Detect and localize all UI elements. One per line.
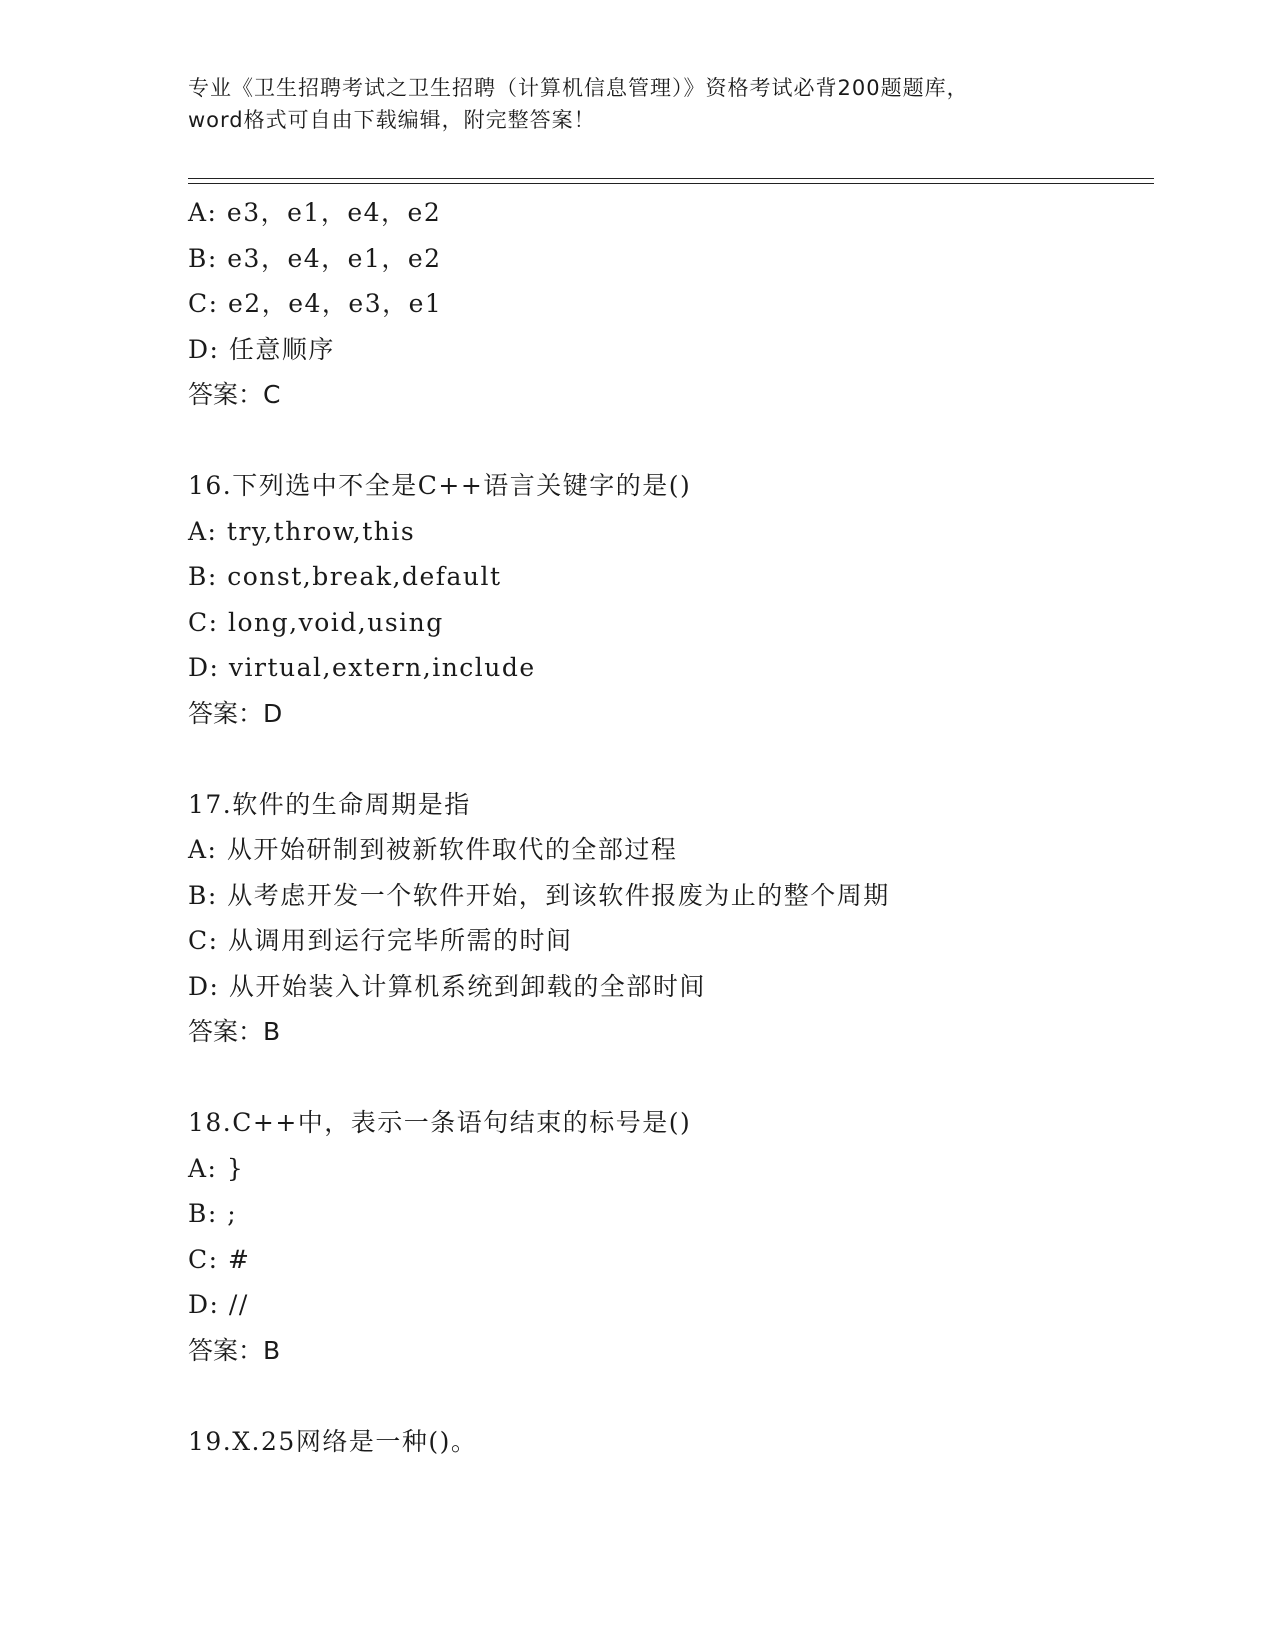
header-divider-top	[188, 178, 1154, 179]
answer-label: 答案：	[188, 1335, 264, 1365]
option-d: D: 从开始装入计算机系统到卸载的全部时间	[188, 971, 706, 1001]
question-text: 18.C++中，表示一条语句结束的标号是()	[188, 1108, 692, 1137]
question-19	[188, 1419, 1188, 1465]
option-c: C: 从调用到运行完毕所需的时间	[188, 926, 573, 955]
header-divider-bottom	[188, 183, 1154, 184]
question-15-tail	[188, 190, 1188, 418]
answer-label: 答案：	[188, 698, 264, 728]
question-list	[188, 190, 1188, 1464]
option-d: D: //	[188, 1290, 249, 1319]
question-text: 17.软件的生命周期是指	[188, 789, 471, 819]
option-a: A: e3，e1，e4，e2	[188, 198, 442, 227]
answer-value: B	[263, 1335, 281, 1365]
question-16	[188, 463, 1188, 736]
option-c: C: #	[188, 1244, 251, 1274]
option-d: D: 任意顺序	[188, 334, 335, 364]
answer-value: D	[263, 698, 283, 728]
option-b: B: 从考虑开发一个软件开始，到该软件报废为止的整个周期	[188, 880, 890, 910]
spacer	[188, 418, 1188, 464]
answer-line	[188, 1328, 1188, 1374]
spacer	[188, 1055, 1188, 1101]
answer-line	[188, 372, 1188, 418]
option-a: A: try,throw,this	[188, 516, 416, 546]
option-c: C: e2，e4，e3，e1	[188, 289, 443, 318]
option-b: B: const,break,default	[188, 562, 502, 591]
answer-line	[188, 1009, 1188, 1055]
question-18	[188, 1100, 1188, 1373]
option-b: B: ;	[188, 1199, 238, 1228]
answer-value: B	[263, 1017, 281, 1046]
option-a: A: }	[188, 1153, 245, 1183]
answer-value: C	[263, 380, 281, 409]
question-text: 19.X.25网络是一种()。	[188, 1426, 478, 1456]
answer-label: 答案：	[188, 1017, 264, 1046]
document-header	[188, 72, 1088, 136]
question-17	[188, 782, 1188, 1055]
question-text: 16.下列选中不全是C++语言关键字的是()	[188, 471, 692, 500]
answer-label: 答案：	[188, 380, 264, 409]
option-b: B: e3，e4，e1，e2	[188, 243, 442, 273]
option-a: A: 从开始研制到被新软件取代的全部过程	[188, 835, 678, 864]
option-d: D: virtual,extern,include	[188, 653, 536, 682]
header-line-2: word格式可自由下载编辑，附完整答案！	[188, 108, 596, 132]
header-line-1: 专业《卫生招聘考试之卫生招聘（计算机信息管理）》资格考试必背200题题库，	[188, 76, 969, 100]
spacer	[188, 1373, 1188, 1419]
answer-line	[188, 691, 1188, 737]
option-c: C: long,void,using	[188, 607, 444, 637]
spacer	[188, 736, 1188, 782]
